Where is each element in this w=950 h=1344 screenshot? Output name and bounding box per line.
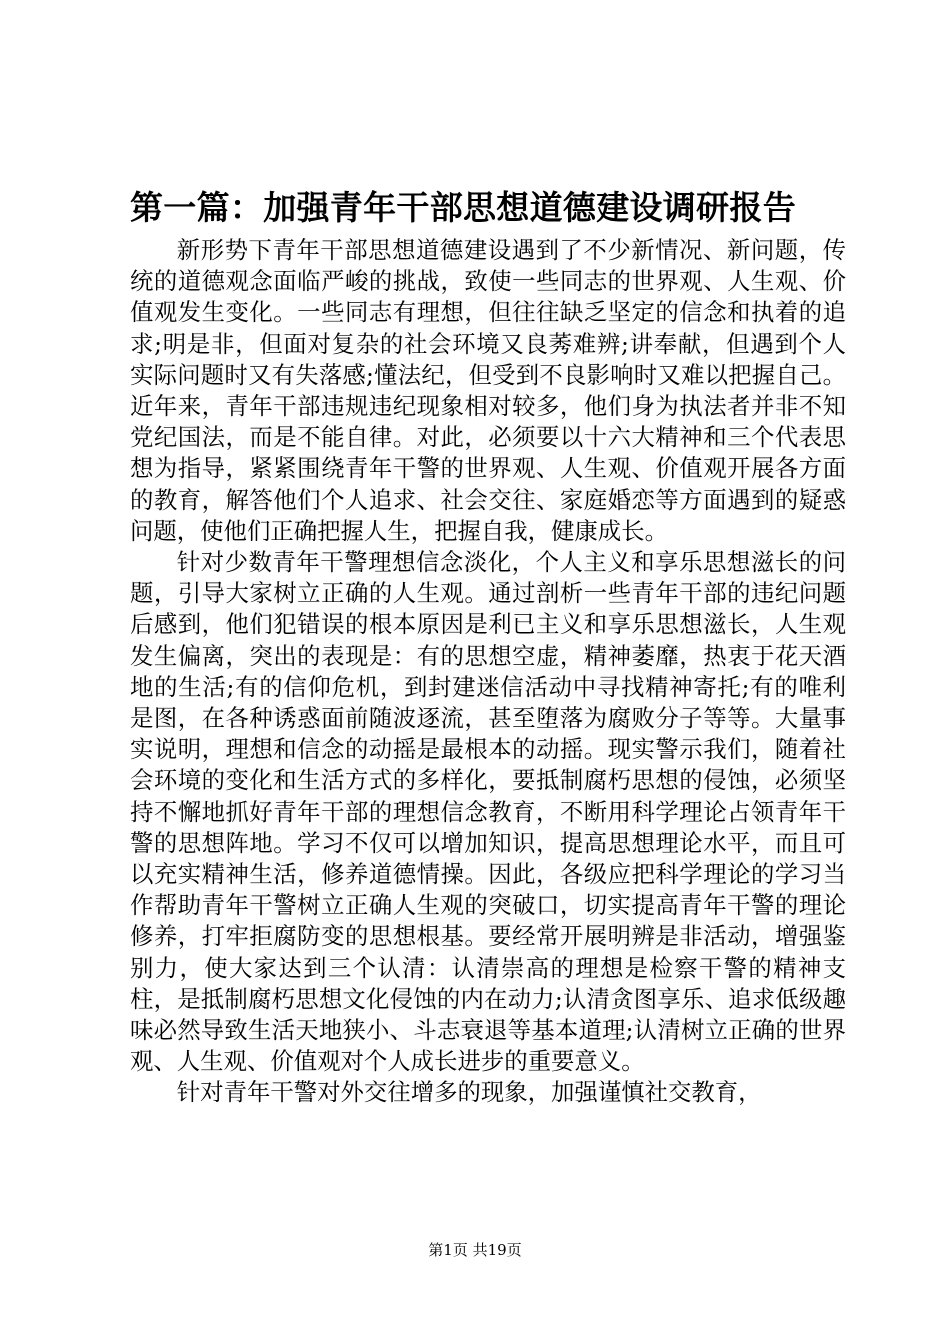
paragraph-2: 针对少数青年干警理想信念淡化，个人主义和享乐思想滋长的问题，引导大家树立正确的人生观。通过剖析一些青年干部的违纪问题后感到，他们犯错误的根本原因是利已主义和享乐思想滋长，人生观发生偏离，突出的表现是：有的思想空虚，精神萎靡，热衷于花天酒地的生活;有的信仰危机，到封建迷信活动中寻找精神寄托;有的唯利是图，在各种诱惑面前随波逐流，甚至堕落为腐败分子等等。大量事实说明，理想和信念的动摇是最根本的动摇。现实警示我们，随着社会环境的变化和生活方式的多样化，要抵制腐朽思想的侵蚀，必须坚持不懈地抓好青年干部的理想信念教育，不断用科学理论占领青年干警的思想阵地。学习不仅可以增加知识，提高思想理论水平，而且可以充实精神生活，修养道德情操。因此，各级应把科学理论的学习当作帮助青年干警树立正确人生观的突破口，切实提高青年干警的理论修养，打牢拒腐防变的思想根基。要经常开展明辨是非活动，增强鉴别力，使大家达到三个认清：认清崇高的理想是检察干警的精神支柱，是抵制腐朽思想文化侵蚀的内在动力;认清贪图享乐、追求低级趣味必然导致生活天地狭小、斗志衰退等基本道理;认清树立正确的世界观、人生观、价值观对个人成长进步的重要意义。 <box>130 548 846 1076</box>
page-footer <box>0 1240 950 1260</box>
paragraph-1: 新形势下青年干部思想道德建设遇到了不少新情况、新问题，传统的道德观念面临严峻的挑战，致使一些同志的世界观、人生观、价值观发生变化。一些同志有理想，但往往缺乏坚定的信念和执着的追求;明是非，但面对复杂的社会环境又良莠难辨;讲奉献，但遇到个人实际问题时又有失落感;懂法纪，但受到不良影响时又难以把握自己。近年来，青年干部违规违纪现象相对较多，他们身为执法者并非不知党纪国法，而是不能自律。对此，必须要以十六大精神和三个代表思想为指导，紧紧围绕青年干警的世界观、人生观、价值观开展各方面的教育，解答他们个人追求、社会交往、家庭婚恋等方面遇到的疑惑问题，使他们正确把握人生，把握自我，健康成长。 <box>130 236 846 545</box>
page-number: 第1页 共19页 <box>428 1241 522 1259</box>
document-body <box>130 235 846 1109</box>
document-title: 第一篇：加强青年干部思想道德建设调研报告 <box>130 188 796 227</box>
paragraph-3: 针对青年干警对外交往增多的现象，加强谨慎社交教育， <box>176 1078 762 1107</box>
